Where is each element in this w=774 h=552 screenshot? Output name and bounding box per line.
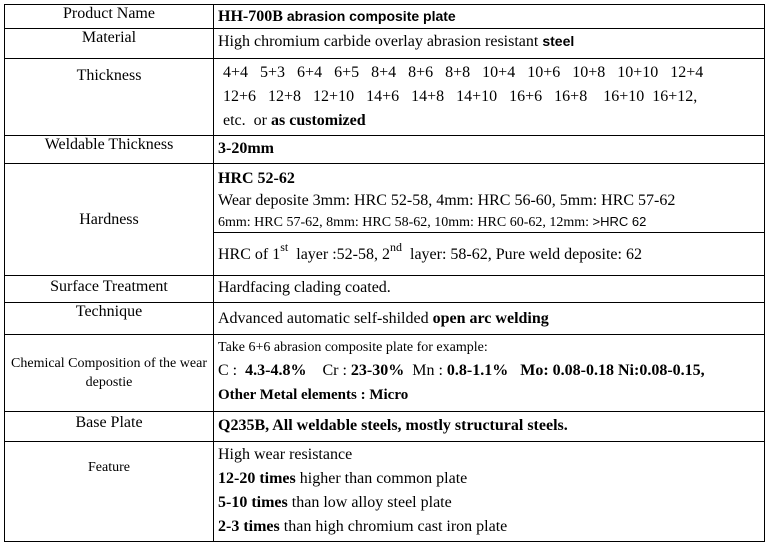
chem-cr-value: 23-30% (350, 362, 405, 379)
table-row (5, 29, 765, 59)
hardness-small-tail: >HRC 62 (592, 214, 647, 229)
layer-text: layer: 58-62, Pure weld deposite: 62 (402, 246, 642, 263)
hardness-small: 6mm: HRC 57-62, 8mm: HRC 58-62, 10mm: HRC 60-62, 12mm: (218, 215, 593, 230)
row-label: Product Name (5, 5, 214, 29)
technique-text: Advanced automatic self-shilded (218, 310, 433, 327)
table-row (5, 303, 765, 335)
row-value (214, 335, 765, 412)
surface-value: Hardfacing clading coated. (214, 276, 765, 303)
chem-mn-label: Mn : (404, 362, 447, 379)
hardness-layers (214, 232, 764, 267)
row-label: Material (5, 29, 214, 59)
feature-2: higher than common plate (295, 470, 468, 487)
weldable-value: 3-20mm (214, 136, 765, 164)
material-bold: steel (542, 33, 575, 49)
feature-3: than low alloy steel plate (287, 494, 452, 511)
row-value (214, 164, 765, 276)
row-value (214, 442, 765, 542)
chem-other: Other Metal elements : Micro (218, 387, 409, 403)
feature-2-bold: 12-20 times (218, 470, 296, 487)
row-label: Thickness (5, 59, 214, 136)
table-row (5, 335, 765, 412)
thickness-etc: etc. or (223, 112, 271, 129)
hardness-hrc: HRC 52-62 (218, 170, 295, 187)
chem-c-value: 4.3-4.8% (241, 362, 307, 379)
layer-sup: nd (390, 240, 402, 254)
table-row (5, 164, 765, 276)
row-label: Base Plate (5, 412, 214, 442)
chem-mo-ni: Mo: 0.08-0.18 Ni:0.08-0.15, (508, 362, 705, 379)
row-label: Feature (5, 442, 214, 542)
table-row (5, 276, 765, 303)
table-row (5, 59, 765, 136)
material-text: High chromium carbide overlay abrasion resistant (218, 33, 543, 50)
product-code: HH-700B (218, 8, 283, 25)
chem-c-label: C : (218, 362, 242, 379)
feature-1: High wear resistance (218, 446, 353, 463)
feature-4-bold: 2-3 times (218, 518, 280, 535)
layer-sup: st (280, 240, 289, 254)
hardness-deposite: Wear deposite 3mm: HRC 52-58, 4mm: HRC 56-60, 5mm: HRC 57-62 (218, 192, 676, 209)
chemical-intro: Take 6+6 abrasion composite plate for example: (218, 340, 488, 355)
table-row (5, 442, 765, 542)
product-desc: abrasion composite plate (286, 8, 456, 24)
table-row (5, 5, 765, 29)
technique-bold: open arc welding (432, 310, 549, 327)
row-label: Chemical Composition of the wear depostie (5, 335, 214, 412)
row-value (214, 5, 765, 29)
feature-4: than high chromium cast iron plate (279, 518, 508, 535)
chem-cr-label: Cr : (306, 362, 351, 379)
table-row (5, 412, 765, 442)
row-value (214, 29, 765, 59)
thickness-custom: as customized (270, 112, 366, 129)
spec-table (4, 4, 765, 542)
row-label: Weldable Thickness (5, 136, 214, 164)
row-value (214, 303, 765, 335)
row-value (214, 59, 765, 136)
feature-3-bold: 5-10 times (218, 494, 288, 511)
thickness-line-1: 4+4 5+3 6+4 6+5 8+4 8+6 8+8 10+4 10+6 10+8 10+10 12+4 (223, 64, 704, 81)
chem-mn-value: 0.8-1.1% (446, 362, 509, 379)
thickness-line-2: 12+6 12+8 12+10 14+6 14+8 14+10 16+6 16+8 16+10 16+12, (223, 88, 698, 105)
layer-text: layer :52-58, 2 (288, 246, 390, 263)
row-label: Technique (5, 303, 214, 335)
table-row (5, 136, 765, 164)
layer-text: HRC of 1 (218, 246, 281, 263)
row-label: Hardness (5, 164, 214, 276)
base-value: Q235B, All weldable steels, mostly structural steels. (214, 412, 765, 442)
row-label: Surface Treatment (5, 276, 214, 303)
